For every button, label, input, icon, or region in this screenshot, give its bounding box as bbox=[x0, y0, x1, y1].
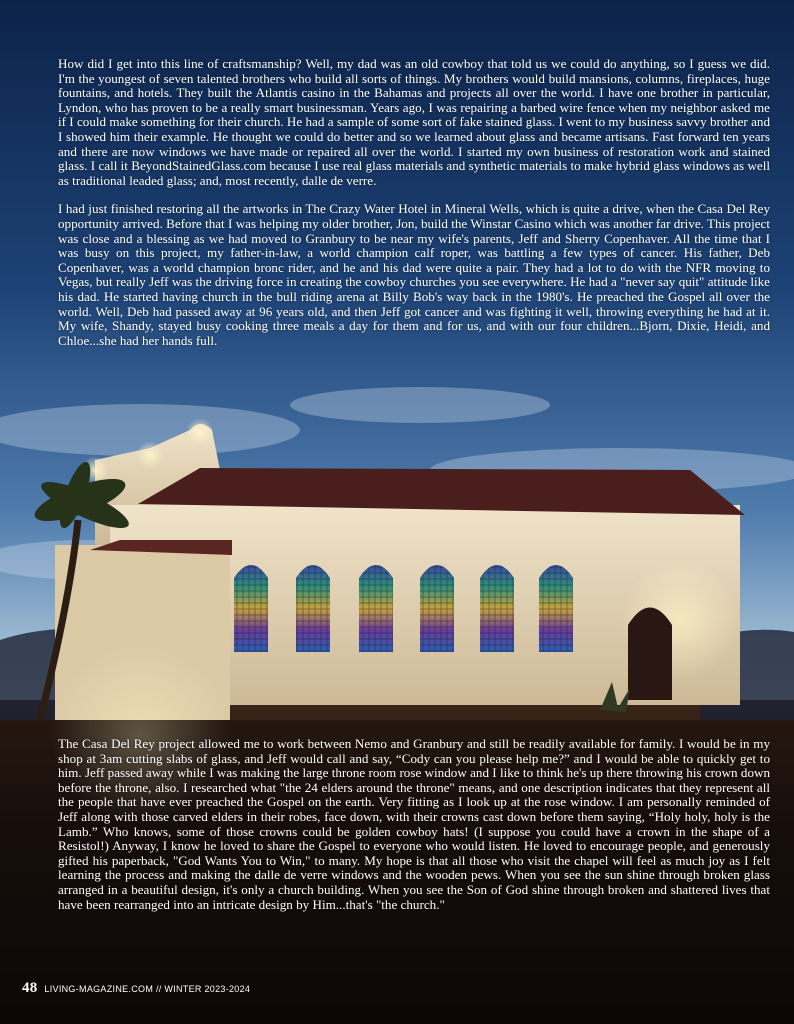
article-text-bottom bbox=[58, 737, 770, 912]
page-footer bbox=[22, 980, 250, 997]
page-number: 48 bbox=[22, 980, 38, 996]
article-paragraph: I had just finished restoring all the artworks in The Crazy Water Hotel in Mineral Wells, which is quite a drive, when the Casa Del Rey opportunity arrived. Before that I was helping my older brother, Jon, build the Winstar Casino which was another far drive. This project was close and a blessing as we had moved to Granbury to be near my wife's parents, Jeff and Sherry Copenhaver. All the time that I was busy on this project, my father-in-law, a world champion calf roper, was battling a few types of cancer. His father, Deb Copenhaver, was a world champion bronc rider, and he and his dad were quite a pair. They had a lot to do with the NFR moving to Vegas, but really Jeff was the driving force in creating the cowboy churches you see everywhere. He had a "never say quit" attitude like his dad. He started having church in the bull riding arena at Billy Bob's way back in the 1980's. He preached the Gospel all over the world. Well, Deb had passed away at 96 years old, and then Jeff got cancer and was fighting it well, throwing everything he had at it. My wife, Shandy, stayed busy cooking three meals a day for them and for us, and with our four children...Bjorn, Dixie, Heidi, and Chloe...she had her hands full. bbox=[58, 201, 770, 348]
issue-date: WINTER 2023-2024 bbox=[164, 984, 251, 994]
article-paragraph: The Casa Del Rey project allowed me to work between Nemo and Granbury and still be readily available for family. I would be in my shop at 3am cutting slabs of glass, and Jeff would call and say, “Cody can you please help me?” and I would be able to quickly get to him. Jeff passed away while I was making the large throne room rose window and I like to think he's up there throwing his crown down before the throne, also. I researched what "the 24 elders around the throne" means, and one description indicates that they represent all the people that have ever preached the Gospel on the earth. Very fitting as I look up at the rose window. I am personally reminded of Jeff along with those carved elders in their robes, face down, with their crowns cast down before them saying, “Holy holy, holy is the Lamb.” Who knows, some of those crowns could be golden cowboy hats! (I suppose you could have a crown in the shape of a Resistol!) Anyway, I know he loved to share the Gospel to everyone who would listen. He loved to encourage people, and generously gifted his paperback, "God Wants You to Win," to many. My hope is that all those who visit the chapel will feel as much joy as I felt learning the process and making the dalle de verre windows and the wooden pews. When you see the sun shine through broken glass arranged in a beautiful design, it's only a church building. When you see the Son of God shine through broken and shattered lives that have been rearranged into an intricate design by Him...that's "the church." bbox=[58, 736, 770, 912]
footer-separator: // bbox=[155, 984, 162, 994]
publication-url: LIVING-MAGAZINE.COM bbox=[44, 984, 154, 994]
article-paragraph: How did I get into this line of craftsmanship? Well, my dad was an old cowboy that told us we could do anything, so I guess we did. I'm the youngest of seven talented brothers who build all sorts of things. My brothers would build mansions, columns, fireplaces, huge fountains, and hotels. They built the Atlantis casino in the Bahamas and projects all over the world. I have one brother in particular, Lyndon, who has proven to be a really smart businessman. Years ago, I was repairing a barbed wire fence when my neighbor asked me if I could make something for their church. He had a sample of some sort of fake stained glass. I went to my business savvy brother and I showed him their example. He thought we could do better and so we learned about glass and became artisans. Fast forward ten years and there are now windows we have made or repaired all over the world. I started my own business of restoration work and stained glass. I call it BeyondStainedGlass.com because I use real glass materials and synthetic materials to make hybrid glass windows as well as traditional leaded glass; and, most recently, dalle de verre. bbox=[58, 56, 770, 188]
article-text-top bbox=[58, 57, 770, 348]
